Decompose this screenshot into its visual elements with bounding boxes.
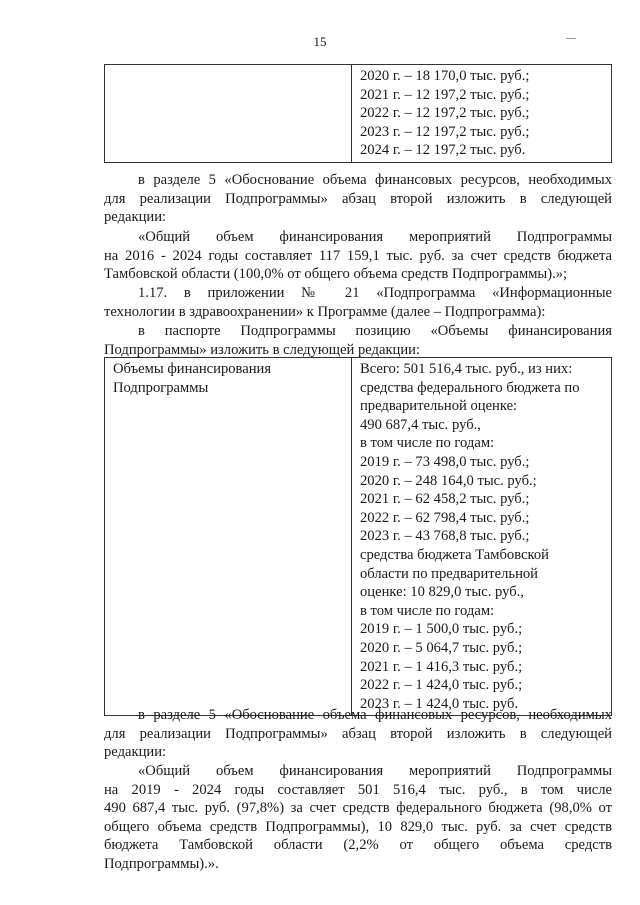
paragraph-line: 490 687,4 тыс. руб. (97,8%) за счет средств федерального бюджета (98,0% от — [104, 800, 612, 817]
paragraph-line: бюджета Тамбовской области (2,2% от общего объема средств — [104, 837, 612, 854]
paragraph-line: технологии в здравоохранении» к Программе (далее – Подпрограмма): — [104, 303, 546, 320]
financing-line: в том числе по годам: — [360, 602, 495, 619]
table-cell-left — [105, 65, 352, 163]
year-amount-line: 2023 г. – 12 197,2 тыс. руб.; — [360, 123, 530, 140]
paragraph-line: в паспорте Подпрограммы позицию «Объемы финансирования — [138, 323, 612, 339]
table-row — [105, 65, 612, 163]
year-amount-line: 2020 г. – 248 164,0 тыс. руб.; — [360, 472, 537, 489]
paragraph-line: для реализации Подпрограммы» абзац второй изложить в следующей — [104, 725, 612, 742]
table-cell-right — [352, 358, 612, 716]
paragraph-passport — [104, 322, 612, 359]
table-financing-volumes — [104, 357, 612, 716]
year-amount-line: 2023 г. – 43 768,8 тыс. руб.; — [360, 528, 530, 545]
paragraph-line: в разделе 5 «Обоснование объема финансовых ресурсов, необходимых — [138, 707, 612, 723]
paragraph-section5-intro-2 — [104, 706, 612, 762]
table-cell-right — [352, 65, 612, 163]
paragraph-line: для реализации Подпрограммы» абзац второй изложить в следующей — [104, 190, 612, 207]
paragraph-line: Тамбовской области (100,0% от общего объема средств Подпрограммы).»; — [104, 266, 568, 283]
year-amount-line: 2019 г. – 1 500,0 тыс. руб.; — [360, 621, 523, 638]
paragraph-line: Подпрограммы).». — [104, 855, 219, 872]
paragraph-line: 1.17. в приложении № 21 «Подпрограмма «Информационные — [138, 285, 612, 301]
year-amount-line: 2024 г. – 12 197,2 тыс. руб. — [360, 142, 526, 159]
paragraph-line: редакции: — [104, 744, 167, 761]
year-amount-line: 2023 г. – 1 424,0 тыс. руб. — [360, 695, 519, 712]
financing-line: средства федерального бюджета по — [360, 379, 580, 396]
financing-line: 490 687,4 тыс. руб., — [360, 416, 481, 433]
paragraph-line: на 2019 - 2024 годы составляет 501 516,4 тыс. руб., в том числе — [104, 781, 612, 798]
year-amount-line: 2021 г. – 12 197,2 тыс. руб.; — [360, 86, 530, 103]
table-cell-left — [105, 358, 352, 716]
paragraph-line: общего объема средств Подпрограммы), 10 829,0 тыс. руб. за счет средств — [104, 818, 612, 835]
financing-line: Всего: 501 516,4 тыс. руб., из них: — [360, 361, 573, 377]
table-financing-continuation — [104, 64, 612, 163]
paragraph-line: «Общий объем финансирования мероприятий Подпрограммы — [138, 763, 612, 779]
table-row — [105, 358, 612, 716]
year-amount-line: 2021 г. – 62 458,2 тыс. руб.; — [360, 491, 530, 508]
paragraph-line: «Общий объем финансирования мероприятий Подпрограммы — [138, 229, 612, 245]
financing-line: в том числе по годам: — [360, 435, 495, 452]
paragraph-line: на 2016 - 2024 годы составляет 117 159,1 тыс. руб. за счет средств бюджета — [104, 247, 612, 264]
scan-mark — [566, 38, 576, 39]
year-amount-line: 2022 г. – 62 798,4 тыс. руб.; — [360, 509, 530, 526]
paragraph-line: редакции: — [104, 209, 167, 226]
table-label: Подпрограммы — [113, 379, 209, 396]
financing-line: оценке: 10 829,0 тыс. руб., — [360, 584, 524, 601]
financing-line: области по предварительной — [360, 565, 538, 582]
year-amount-line: 2020 г. – 18 170,0 тыс. руб.; — [360, 68, 530, 84]
financing-line: предварительной оценке: — [360, 398, 518, 415]
paragraph-appendix-21 — [104, 284, 612, 321]
year-amount-line: 2019 г. – 73 498,0 тыс. руб.; — [360, 453, 530, 470]
paragraph-total-financing — [104, 228, 612, 284]
financing-line: средства бюджета Тамбовской — [360, 546, 549, 563]
year-amount-line: 2022 г. – 1 424,0 тыс. руб.; — [360, 677, 523, 694]
paragraph-total-financing-2 — [104, 762, 612, 874]
year-amount-line: 2020 г. – 5 064,7 тыс. руб.; — [360, 639, 523, 656]
year-amount-line: 2021 г. – 1 416,3 тыс. руб.; — [360, 658, 523, 675]
paragraph-line: Подпрограммы» изложить в следующей редакции: — [104, 341, 421, 358]
paragraph-section5-intro — [104, 171, 612, 227]
paragraph-line: в разделе 5 «Обоснование объема финансовых ресурсов, необходимых — [138, 172, 612, 188]
table-label: Объемы финансирования — [113, 361, 272, 377]
page-number: 15 — [313, 34, 327, 49]
year-amount-line: 2022 г. – 12 197,2 тыс. руб.; — [360, 105, 530, 122]
